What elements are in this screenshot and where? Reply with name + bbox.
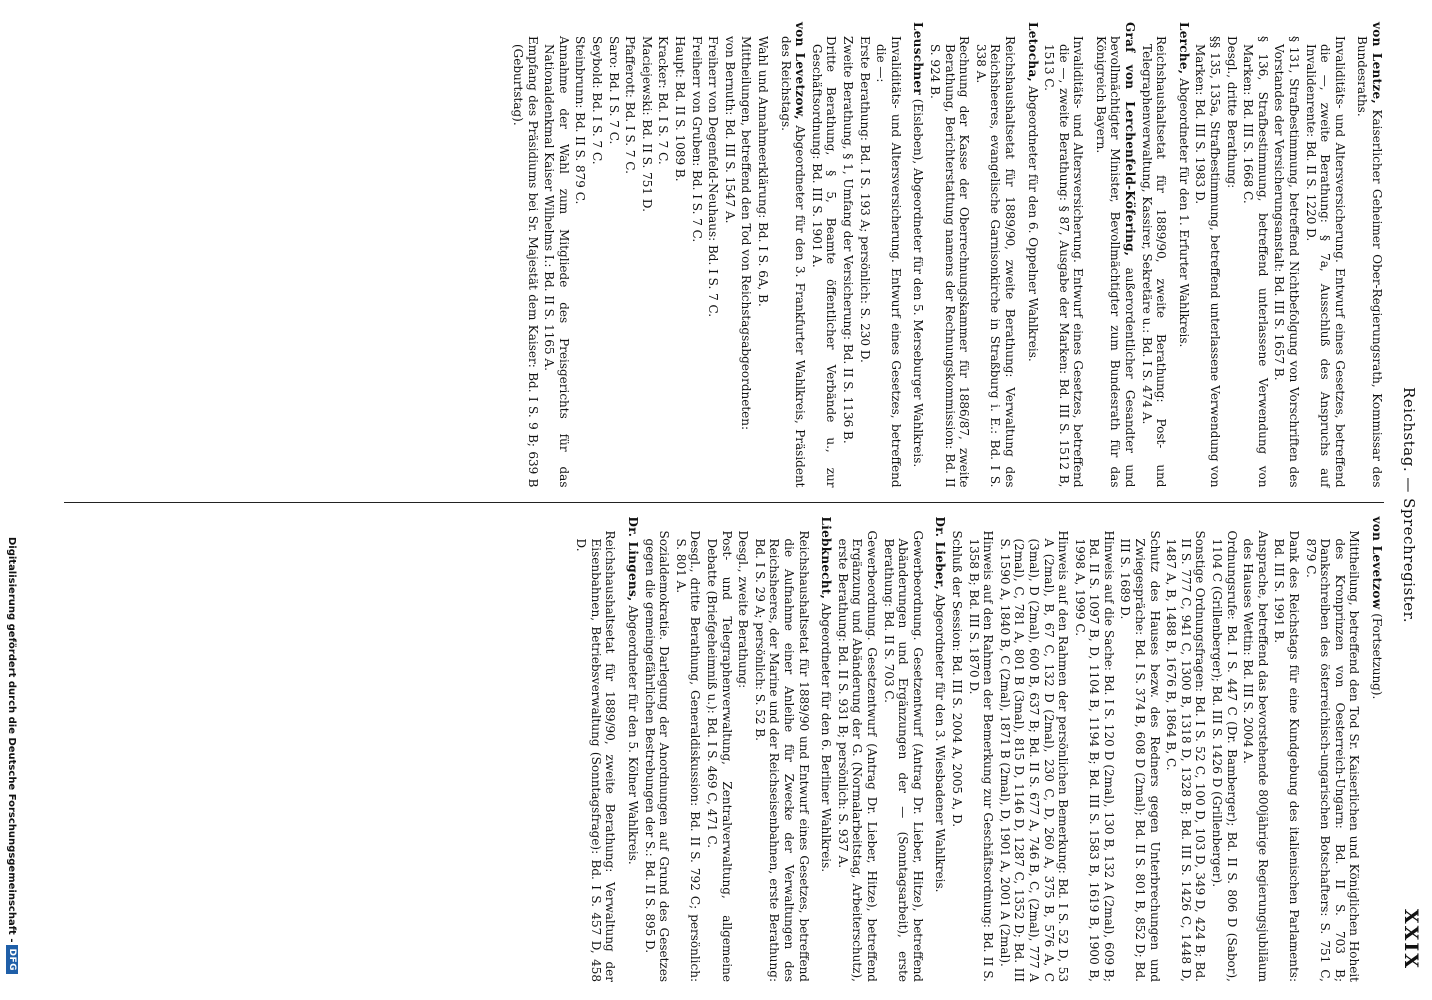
register-entry <box>1139 22 1191 488</box>
register-entry <box>809 22 925 488</box>
entry-description: Abgeordneter für den 5. Kölner Wahlkreis. <box>626 605 641 865</box>
entry-reference: Zweite Berathung, § 1, Umfang der Versicherung: Bd. II S. 1136 B. <box>841 36 855 444</box>
entry-reference: Dank des Reichstags für eine Kundgebung des italienischen Parlaments: Bd. III S. 1991 B. <box>1272 530 1302 982</box>
entry-name: Graf von Lerchenfeld-Köfering, <box>1123 22 1138 257</box>
entry-reference: Erste Berathung: Bd. I S. 193 A; persönlich: S. 230 D. <box>857 36 872 363</box>
entry-heading-line <box>1176 22 1191 488</box>
entry-heading-line <box>819 517 834 983</box>
digitization-footer <box>6 537 18 974</box>
entry-description: Kaiserlicher Geheimer Ober-Regierungsrath, Kommissar des Bundesraths. <box>1355 36 1384 488</box>
entry-reference: Mittheilung, betreffend den Tod Sr. Kaiserlichen und Königlichen Hoheit des Kronprinzen von Oesterreich-Ungarn: Bd. II S. 703 B; Dankschreiben des österreichisch-ungarischen Botschafters: S. 751 C, 879 C. <box>1303 530 1362 982</box>
entry-reference: Reichshaushaltsetat für 1889/90, zweite Berathung: Verwaltung des Reichsheeres, evangelische Garnisonkirche in Straßburg i. E.: Bd. I S. 338 A. <box>973 36 1017 488</box>
entry-heading-line <box>1355 22 1384 488</box>
entry-heading-line <box>1025 22 1040 488</box>
register-entry <box>949 517 1384 983</box>
entry-name: Letocha, <box>1025 22 1040 83</box>
entry-description: Abgeordneter für den 6. Berliner Wahlkreis. <box>819 603 834 873</box>
entry-reference: Schutz des Hauses bezw. des Redners gegen Unterbrechungen und Zwiegespräche: Bd. I S. 374 B, 608 D (2mal); Bd. II S. 801 B, 852 D; Bd. III S. 1689 D. <box>1118 530 1162 982</box>
entry-reference: Ansprache, betreffend das bevorstehende 800jährige Regierungsjubiläum des Hauses Wettin: Bd. III S. 2004 A. <box>1241 530 1270 982</box>
entry-description: Abgeordneter für den 1. Erfurter Wahlkreis. <box>1176 78 1191 348</box>
entry-heading-line <box>1369 517 1384 983</box>
entry-name: Liebknecht, <box>819 516 834 600</box>
entry-reference: Desgl., dritte Berathung, Generaldiskussion: Bd. II S. 792 C; persönlich: S. 801 A. <box>673 530 703 982</box>
dfg-logo: DFG <box>6 945 18 974</box>
entry-reference: Desgl., zweite Berathung: <box>736 530 751 689</box>
entry-reference: Freiherr von Degenfeld-Neuhaus: Bd. I S. 7 C. <box>706 36 721 318</box>
entry-heading-line <box>778 22 807 488</box>
entry-name: von Lentze, <box>1370 22 1384 104</box>
column-divider <box>64 502 1384 503</box>
entry-reference: Rechnung der Kasse der Oberrechnungskammer für 1886/87, zweite Berathung, Berichterstattung namens der Rechnungskommission: Bd. II S. 924 B. <box>927 36 972 488</box>
entry-reference: Sozialdemokratie. Darlegung der Anordnungen auf Grund des Gesetzes gegen die gemeingefährlichen Bestrebungen der S.: Bd. II S. 895 D. <box>642 530 672 982</box>
entry-description: außerordentlicher Gesandter und bevollmächtigter Minister, Bevollmächtigter zum Bundesrath für das Königreich Bayern. <box>1093 36 1138 488</box>
entry-reference: Seybold: Bd. I S. 7 C. <box>590 36 605 165</box>
register-entry <box>1193 22 1384 488</box>
entry-reference: Steinbrunn: Bd. II S. 879 C. <box>573 36 588 205</box>
register-entry <box>835 517 947 983</box>
entry-reference: Wahl und Annahmeerklärung: Bd. I S. 6A, B. <box>756 36 771 307</box>
entry-reference: Schluß der Session: Bd. III S. 2004 A, 2005 A, D. <box>949 530 964 828</box>
entry-reference: von Bernuth: Bd. III S. 1547 A. <box>722 36 737 224</box>
entry-description: (Fortsetzung). <box>1370 613 1384 700</box>
register-entry <box>1042 22 1138 488</box>
right-column <box>64 517 1384 983</box>
register-entry <box>574 517 640 983</box>
register-entry <box>511 22 808 488</box>
entry-reference: Pfafferott: Bd. I S. 7 C. <box>623 36 638 174</box>
entry-reference: Invaliditäts- und Altersversicherung. Entwurf eines Gesetzes, betreffend die —, zweite Berathung: § 7a, Ausschluß des Anspruchs auf Invalidenrente: Bd. II S. 1220 D. <box>1303 36 1347 488</box>
entry-reference: Saro: Bd. I S. 7 C. <box>606 36 621 145</box>
entry-reference: Empfang des Präsidiums bei Sr. Majestät dem Kaiser: Bd. I S. 9 B; 639 B (Geburtstag). <box>511 36 540 488</box>
entry-reference: Reichshaushaltsetat für 1889/90 und Entwurf eines Gesetzes, betreffend die Aufnahme einer Anleihe für Zwecke der Verwaltungen des Reichsheeres, der Marine und der Reichseisenbahnen, erste Berathung: Bd. I S. 29 A; persönlich: S. 52 B. <box>752 530 811 982</box>
entry-name: Lerche, <box>1176 22 1191 75</box>
entry-reference: Freiherr von Gruben: Bd. I S. 7 C. <box>689 36 704 243</box>
entry-reference: Haupt: Bd. II S. 1089 B. <box>673 36 688 182</box>
page-number: XXIX <box>1400 908 1422 970</box>
entry-reference: §§ 135, 135a, Strafbestimmung, betreffend unterlassene Verwendung von Marken: Bd. III S. 1983 D. <box>1193 36 1223 488</box>
digitization-note: Digitalisierung gefördert durch die Deutsche Forschungsgemeinschaft - <box>6 536 18 943</box>
entry-description: (Eisleben), Abgeordneter für den 5. Merseburger Wahlkreis. <box>911 98 926 468</box>
entry-reference: Reichshaushaltsetat für 1889/90, zweite Berathung: Verwaltung der Eisenbahnen, Betriebsverwaltung (Sonntagsfrage): Bd. I S. 457 D, 458 D. <box>574 530 618 982</box>
entry-heading-line <box>1093 22 1137 488</box>
entry-reference: Gewerbeordnung. Gesetzentwurf (Antrag Dr. Lieber, Hitze), betreffend Ergänzung und Abänderung der G. (Normalarbeitstag, Arbeiterschutz), erste Berathung: Bd. II S. 931 B; persönlich: S. 937 A. <box>835 530 879 982</box>
entry-name: von Levetzow <box>1370 516 1384 610</box>
running-head-title: Reichstag. — Sprechregister. <box>1400 387 1418 623</box>
entry-reference: § 131, Strafbestimmung, betreffend Nichtbefolgung von Vorschriften des Vorstandes der Versicherungsanstalt: Bd. III S. 1657 B. <box>1272 36 1302 488</box>
entry-description: Abgeordneter für den 6. Oppelner Wahlkreis. <box>1025 85 1040 362</box>
entry-reference: § 136, Strafbestimmung, betreffend unterlassene Verwendung von Marken: Bd. III S. 1668 C. <box>1241 36 1270 488</box>
entry-reference: Gewerbeordnung. Gesetzentwurf (Antrag Dr. Lieber, Hitze), betreffend Abänderungen und Ergänzungen der — (Sonntagsarbeit), erste Berathung: Bd. II S. 703 C. <box>881 530 925 982</box>
register-entry <box>927 22 1039 488</box>
entry-reference: Invaliditäts- und Altersversicherung. Entwurf eines Gesetzes, betreffend die —, zweite Berathung: § 87, Ausgabe der Marken: Bd. III S. 1512 B, 1513 C. <box>1042 36 1086 488</box>
running-head <box>1396 40 1426 970</box>
entry-name: Dr. Lingens, <box>626 516 641 602</box>
register-columns <box>64 22 1384 982</box>
entry-heading-line <box>911 22 926 488</box>
entry-reference: Invaliditäts- und Altersversicherung. Entwurf eines Gesetzes, betreffend die —: <box>874 36 903 488</box>
entry-reference: Reichshaushaltsetat für 1889/90, zweite Berathung: Post- und Telegraphenverwaltung, Kassirer, Sekretäre u.: Bd. I S. 474 A. <box>1139 36 1169 488</box>
entry-reference: Maciejewski: Bd. II S. 751 D. <box>639 36 654 212</box>
entry-reference: Mittheilungen, betreffend den Tod von Reichstagsabgeordneten: <box>739 36 754 431</box>
entry-reference: Desgl., dritte Berathung: <box>1224 36 1239 189</box>
entry-reference: Hinweis auf den Rahmen der Bemerkung zur Geschäftsordnung: Bd. II S. 1358 B; Bd. III S. 1870 D. <box>966 530 996 982</box>
entry-reference: Hinweis auf den Rahmen der persönlichen Bemerkung: Bd. I S. 52 D, 53 A (2mal), B, 67 C, 132 D (2mal), 230 C, D, 260 A, 375 B, 576 A, C (3mal), D (2mal), 600 B, 637 B; Bd. II S. 677 A, 746 B, C, (2mal), 777 A (2mal), C, 781 A, 801 B (3mal), 815 D, 1146 D, 1287 C, 1352 D; Bd. III S. 1590 A, 1840 B, C (2mal), 1871 B (2mal), D, 1901 A, 2001 A (2mal). <box>997 530 1071 982</box>
entry-reference: Sonstige Ordnungsfragen: Bd. I S. 52 C, 100 D, 103 D, 349 D, 424 B; Bd. II S. 777 C, 941 C, 1300 B, 1318 D, 1328 B; Bd. III S. 1426 C, 1448 D, 1487 A, B, 1488 B, 1676 B, 1864 B, C. <box>1164 530 1208 982</box>
entry-reference: Kracker: Bd. I S. 7 C. <box>656 36 671 165</box>
entry-name: Leuschner <box>911 22 926 95</box>
entry-heading-line <box>626 517 641 983</box>
entry-reference: Post- und Telegraphenverwaltung, Zentralverwaltung, allgemeine Debatte (Briefgeheimniß u.): Bd. I S. 469 C, 471 C. <box>705 530 734 982</box>
entry-reference: Annahme der Wahl zum Mitgliede des Preisgerichts für das Nationaldenkmal Kaiser Wilhelms I.: Bd. II S. 1165 A. <box>542 36 571 488</box>
entry-description: Abgeordneter für den 3. Wiesbadener Wahlkreis. <box>933 593 948 893</box>
entry-name: von Levetzow, <box>793 22 808 120</box>
entry-heading-line <box>933 517 948 983</box>
entry-description: Abgeordneter für den 3. Frankfurter Wahlkreis, Präsident des Reichstags. <box>778 36 808 488</box>
entry-name: Dr. Lieber, <box>933 516 948 591</box>
entry-reference: Dritte Berathung, § 5, Beamte öffentlicher Verbände u., zur Geschäftsordnung: Bd. III S. 1901 A. <box>809 36 839 488</box>
entry-reference: Hinweis auf die Sache: Bd. I S. 120 D (2mal), 130 B, 132 A (2mal), 609 B; Bd. II S. 1097 B, D, 1104 B, 1194 B; Bd. III S. 1583 B, 1619 B, 1900 B, 1998 A, 1999 C. <box>1072 530 1116 982</box>
left-column <box>64 22 1384 488</box>
entry-reference: Ordnungsrufe: Bd. I S. 447 C (Dr. Bamberger); Bd. II S. 806 D (Sabor), 1104 C (Grillenberger); Bd. III S. 1426 D (Grillenberger). <box>1210 530 1239 982</box>
register-entry <box>642 517 833 983</box>
